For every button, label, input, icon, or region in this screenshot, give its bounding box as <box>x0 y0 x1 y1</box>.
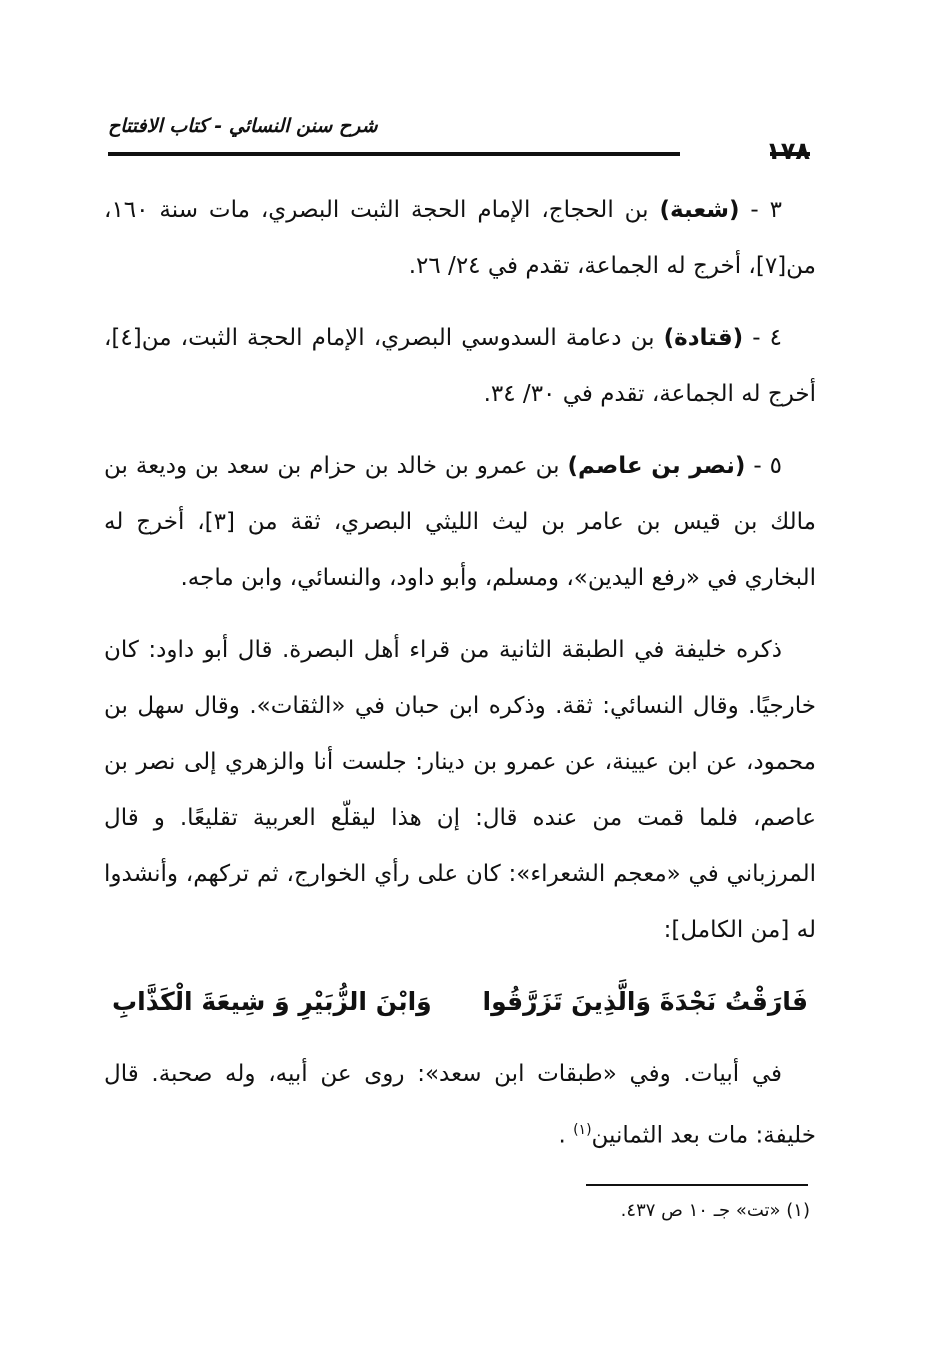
closing-end: . <box>558 1122 566 1149</box>
narrator-entry-4: ٤ - (قتادة) بن دعامة السدوسي البصري، الإمام الحجة الثبت، من[٤]، أخرج له الجماعة، تقدم في ٣٠/ ٣٤. <box>104 325 816 407</box>
footnote-reference: (١) <box>573 1122 592 1138</box>
narrator-name: (نصر بن عاصم) <box>567 453 746 479</box>
verse-first-hemistich: فَارَقْتُ نَجْدَةَ وَالَّذِينَ تَزَرَّقُوا <box>482 987 808 1016</box>
narrator-bio: بن الحجاج، الإمام الحجة الثبت البصري، مات سنة ١٦٠، من[٧]، أخرج له الجماعة، تقدم في ٢٤/ ٢٦. <box>104 197 816 279</box>
narrator-entry-3: ٣ - (شعبة) بن الحجاج، الإمام الحجة الثبت البصري، مات سنة ١٦٠، من[٧]، أخرج له الجماعة، تقدم في ٢٤/ ٢٦. <box>104 197 816 279</box>
footnote-rule <box>586 1184 808 1186</box>
header-rule <box>108 152 680 156</box>
narrator-bio: بن دعامة السدوسي البصري، الإمام الحجة الثبت، من[٤]، أخرج له الجماعة، تقدم في ٣٠/ ٣٤. <box>104 325 816 407</box>
footnote: (١) «تت» جـ ١٠ ص ٤٣٧. <box>620 1200 810 1221</box>
entry-number: ٤ <box>769 325 783 351</box>
verse-second-hemistich: وَابْنَ الزُّبَيْرِ وَ شِيعَةَ الْكَذَّابِ <box>112 987 432 1016</box>
commentary-paragraph: ذكره خليفة في الطبقة الثانية من قراء أهل البصرة. قال أبو داود: كان خارجيًا. وقال النسائي: ثقة. وذكره ابن حبان في «الثقات». وقال سهل بن محمود، عن ابن عيينة، عن عمرو بن دينار: جلست أنا والزهري إلى نصر بن عاصم، فلما قمت من عنده قال: إن هذا ليقلّع العربية تقليعًا. و قال المرزباني في «معجم الشعراء»: كان على رأي الخوارج، ثم تركهم، وأنشدوا له [من الكامل]: <box>104 637 816 943</box>
running-title: شرح سنن النسائي - كتاب الافتتاح <box>108 115 378 137</box>
page-number: ١٧٨ <box>766 137 810 165</box>
narrator-bio: بن عمرو بن خالد بن حزام بن سعد بن وديعة بن مالك بن قيس بن عامر بن ليث الليثي البصري، ثقة من [٣]، أخرج له البخاري في «رفع اليدين»، ومسلم، وأبو داود، والنسائي، وابن ماجه. <box>104 453 816 591</box>
closing-paragraph <box>104 1046 816 1164</box>
main-text <box>104 182 816 1180</box>
poetry-verse <box>112 974 808 1030</box>
entry-number: ٣ <box>769 197 782 223</box>
closing-text: في أبيات. وفي «طبقات ابن سعد»: روى عن أبيه، وله صحبة. قال خليفة: مات بعد الثمانين <box>104 1061 816 1149</box>
narrator-name: (قتادة) <box>663 325 744 351</box>
narrator-entry-5: ٥ - (نصر بن عاصم) بن عمرو بن خالد بن حزام بن سعد بن وديعة بن مالك بن قيس بن عامر بن ليث الليثي البصري، ثقة من [٣]، أخرج له البخاري في «رفع اليدين»، ومسلم، وأبو داود، والنسائي، وابن ماجه. <box>104 453 816 591</box>
entry-number: ٥ <box>769 453 782 479</box>
narrator-name: (شعبة) <box>659 197 740 223</box>
